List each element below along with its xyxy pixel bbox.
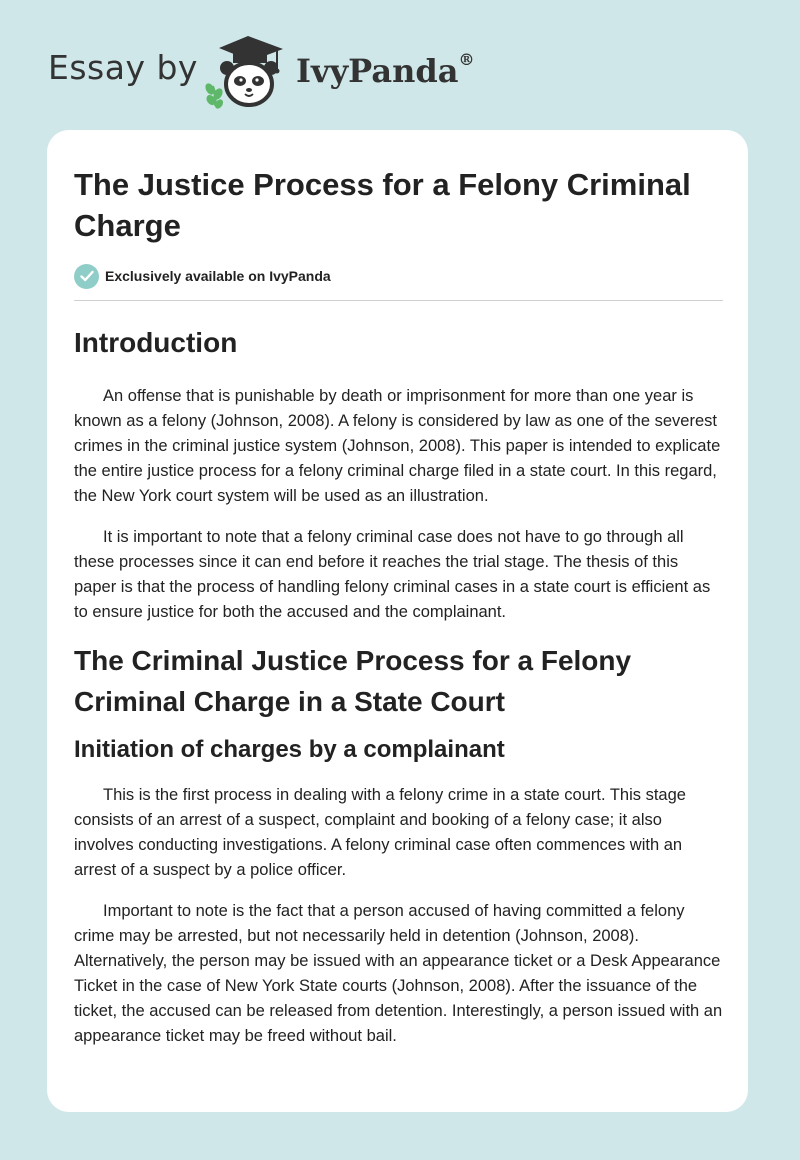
essay-by-label: Essay by bbox=[48, 48, 198, 87]
initiation-subheading: Initiation of charges by a complainant bbox=[74, 736, 505, 763]
initiation-paragraph-1: This is the first process in dealing with a felony crime in a state court. This stage consists of an arrest of a suspect, complaint and booking of a felony case; it also involves conducting investigations. A felony criminal case often commences with an arrest of a suspect by a police officer. bbox=[74, 786, 686, 879]
introduction-paragraph-2: It is important to note that a felony criminal case does not have to go through all these processes since it can end before it reaches the trial stage. The thesis of this paper is that the process of handling felony criminal cases in a state court is efficient as to ensure justice for both the accused and the complainant. bbox=[74, 528, 711, 621]
essay-card bbox=[47, 130, 748, 1112]
essay-title: The Justice Process for a Felony Criminal Charge bbox=[74, 167, 691, 243]
site-header bbox=[0, 0, 800, 130]
exclusive-label: Exclusively available on IvyPanda bbox=[105, 268, 331, 284]
title-divider bbox=[74, 300, 723, 301]
essay-content bbox=[74, 130, 723, 1049]
process-heading: The Criminal Justice Process for a Felony Criminal Charge in a State Court bbox=[74, 645, 632, 717]
check-circle-icon bbox=[74, 264, 99, 289]
brand-name[interactable]: IvyPanda® bbox=[296, 50, 475, 90]
exclusive-badge bbox=[74, 263, 723, 289]
introduction-heading: Introduction bbox=[74, 327, 238, 358]
introduction-paragraph-1: An offense that is punishable by death or imprisonment for more than one year is known as a felony (Johnson, 2008). A felony is considered by law as one of the severest crimes in the criminal justice system (Johnson, 2008). This paper is intended to explicate the entire justice process for a felony criminal charge filed in a state court. In this regard, the New York court system will be used as an illustration. bbox=[74, 387, 721, 505]
initiation-paragraph-2: Important to note is the fact that a person accused of having committed a felony crime may be arrested, but not necessarily held in detention (Johnson, 2008). Alternatively, the person may be issued with an appearance ticket or a Desk Appearance Ticket in the case of New York State courts (Johnson, 2008). After the issuance of the ticket, the accused can be released from detention. Interestingly, a person issued with an appearance ticket may be freed without bail. bbox=[74, 902, 723, 1045]
panda-graduate-icon[interactable] bbox=[203, 34, 289, 110]
registered-mark: ® bbox=[458, 50, 475, 69]
